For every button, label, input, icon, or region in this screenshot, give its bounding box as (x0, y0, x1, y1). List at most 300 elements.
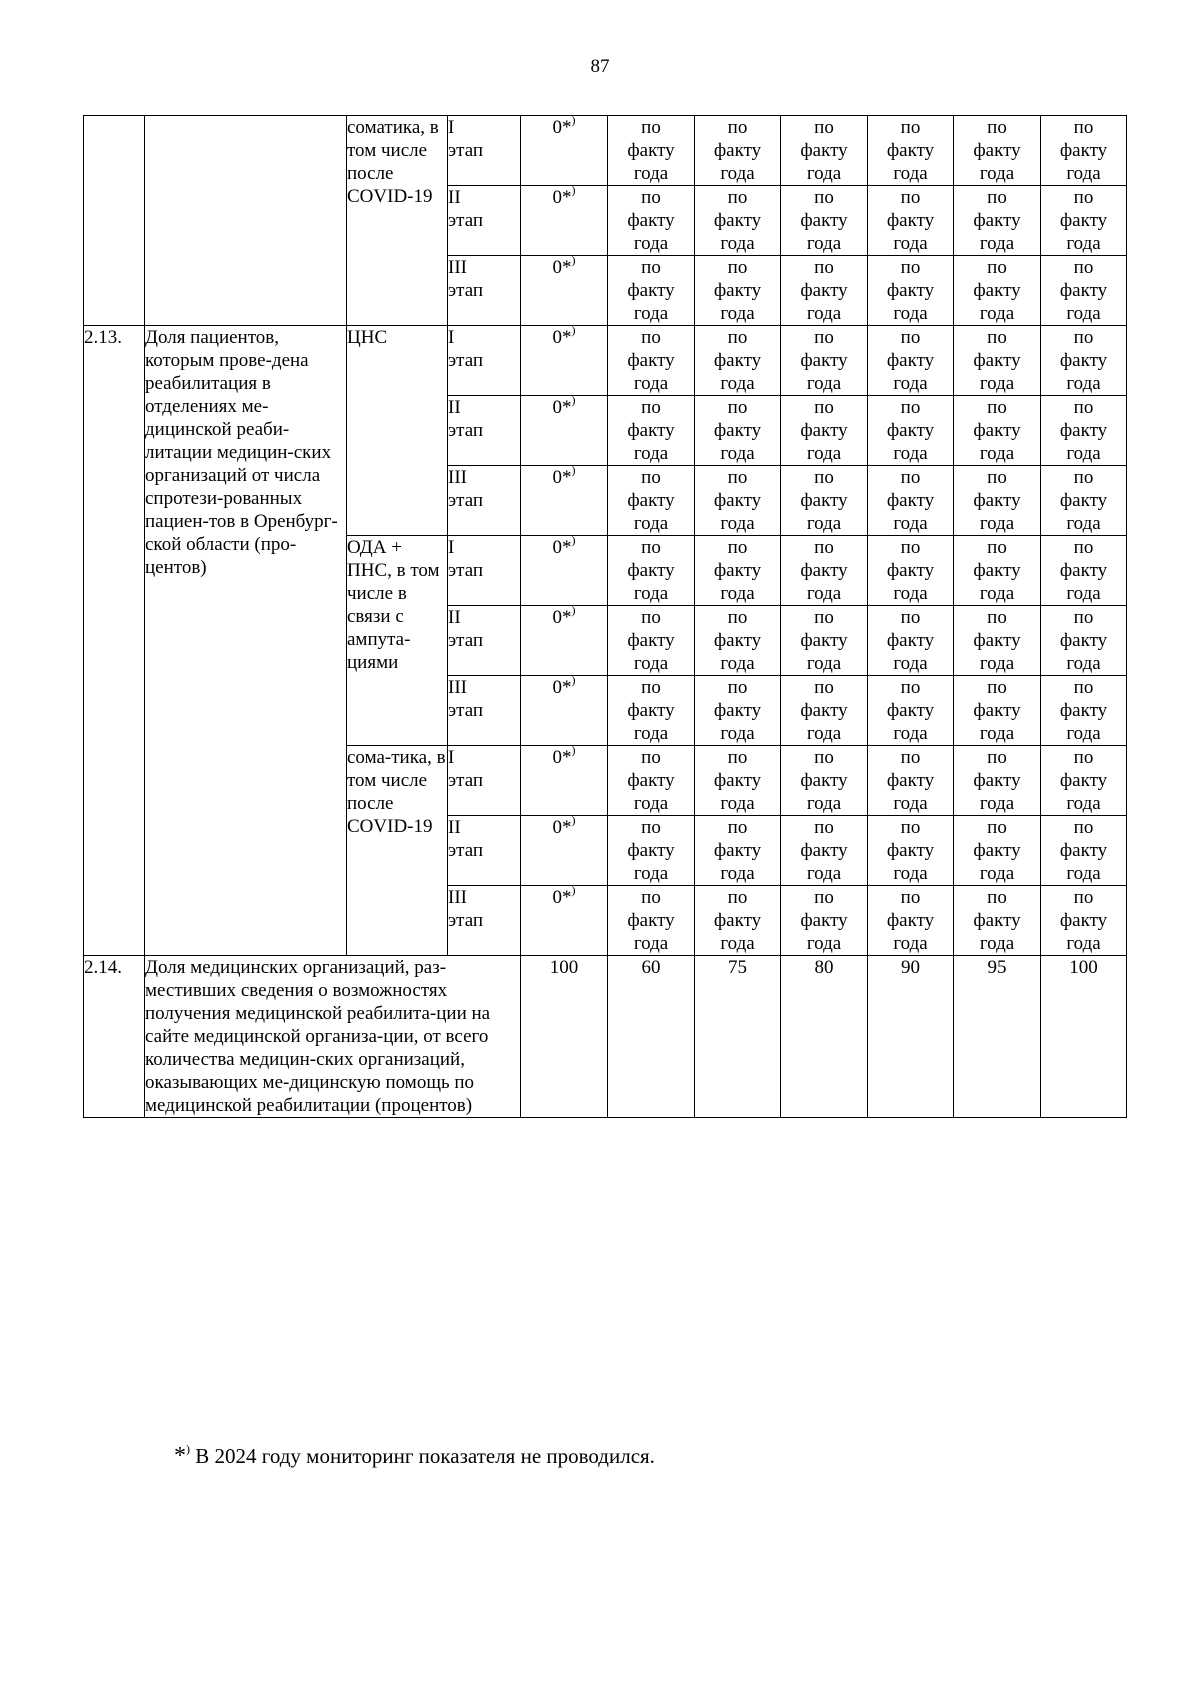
target-value-word: по (641, 817, 661, 838)
target-value-cell (608, 536, 695, 606)
stage-cell (448, 326, 521, 396)
target-value-word: факту (800, 840, 848, 861)
target-value: 75 (695, 956, 781, 1118)
target-value-word: факту (973, 420, 1021, 441)
target-value: 95 (954, 956, 1041, 1118)
target-value-word: года (633, 723, 669, 744)
stage-cell (448, 536, 521, 606)
target-value-word: года (893, 863, 928, 884)
target-value-cell (1041, 466, 1127, 536)
target-value-word: года (1066, 163, 1101, 184)
target-value-word: факту (627, 700, 675, 721)
target-value-cell (1041, 256, 1127, 326)
target-value-word: года (893, 793, 928, 814)
target-value-cell (781, 396, 868, 466)
target-value-word: по (987, 607, 1007, 628)
stage-cell (448, 816, 521, 886)
target-value-word: по (641, 187, 661, 208)
target-value-word: факту (886, 840, 935, 861)
stage-cell (448, 676, 521, 746)
target-value-word: года (720, 933, 755, 954)
target-value-word: по (641, 467, 661, 488)
base-value: 0* (552, 607, 572, 628)
target-value-word: факту (973, 280, 1021, 301)
target-value-word: факту (627, 770, 675, 791)
stage-word: этап (448, 630, 484, 651)
target-value-word: по (1073, 257, 1094, 278)
target-value-word: по (641, 887, 661, 908)
target-value-word: по (1073, 397, 1094, 418)
target-value-cell (781, 746, 868, 816)
target-value-word: по (641, 677, 661, 698)
indicator-number-cell (84, 116, 145, 326)
target-value-word: факту (713, 420, 762, 441)
base-value: 0* (552, 327, 572, 348)
target-value-word: по (1073, 817, 1094, 838)
target-value-word: факту (627, 910, 675, 931)
footnote-mark: * (174, 1443, 186, 1469)
target-value-word: года (1066, 443, 1101, 464)
target-value-word: по (814, 467, 834, 488)
target-value-word: по (727, 677, 748, 698)
target-value-word: по (727, 187, 748, 208)
base-value-sup: ) (571, 182, 576, 197)
base-value: 100 (521, 956, 608, 1118)
target-value-word: факту (1059, 420, 1108, 441)
target-value-word: года (720, 373, 755, 394)
target-value-cell (608, 816, 695, 886)
indicator-name: Доля пациентов, которым прове-дена реабилитация в отделениях ме-дицинской реаби-литации медицин-ских организаций от числа спротези-рованных пациен-тов в Оренбург-ской области (про-центов) (145, 326, 347, 956)
target-value-word: по (641, 327, 661, 348)
target-value-word: года (1066, 233, 1101, 254)
target-value-cell (954, 606, 1041, 676)
target-value-word: по (987, 677, 1007, 698)
target-value-word: по (900, 117, 921, 138)
target-value-word: факту (973, 630, 1021, 651)
target-value-word: по (641, 607, 661, 628)
target-value-word: по (814, 537, 834, 558)
target-value-word: года (979, 933, 1015, 954)
stage-cell (448, 746, 521, 816)
target-value-cell (608, 326, 695, 396)
stage-word: этап (448, 420, 484, 441)
base-value-sup: ) (571, 602, 576, 617)
target-value-cell (608, 396, 695, 466)
target-value-word: по (987, 467, 1007, 488)
target-value-word: факту (1059, 700, 1108, 721)
target-value-word: по (1073, 187, 1094, 208)
target-value-word: года (1066, 723, 1101, 744)
target-value-word: факту (627, 560, 675, 581)
target-value-word: года (893, 723, 928, 744)
target-value-cell (695, 396, 781, 466)
target-value-word: по (1073, 467, 1094, 488)
target-value-word: года (806, 863, 842, 884)
target-value-word: по (814, 257, 834, 278)
target-value-cell (608, 746, 695, 816)
target-value-cell (1041, 606, 1127, 676)
target-value-word: факту (1059, 840, 1108, 861)
target-value-word: факту (886, 280, 935, 301)
target-value-cell (954, 396, 1041, 466)
target-value-word: года (633, 303, 669, 324)
target-value-word: по (900, 327, 921, 348)
target-value-cell (868, 326, 954, 396)
target-value-cell (954, 886, 1041, 956)
target-value-word: факту (800, 700, 848, 721)
target-value-word: по (900, 467, 921, 488)
target-value-word: по (1073, 677, 1094, 698)
target-value-word: года (979, 373, 1015, 394)
target-value-word: по (987, 327, 1007, 348)
stage-cell (448, 116, 521, 186)
target-value-cell (781, 186, 868, 256)
target-value-cell (954, 116, 1041, 186)
target-value-word: по (641, 257, 661, 278)
base-value: 0* (552, 887, 572, 908)
target-value-cell (1041, 116, 1127, 186)
base-value-sup: ) (571, 882, 576, 897)
stage-cell (448, 886, 521, 956)
target-value-word: по (727, 887, 748, 908)
target-value-word: по (987, 817, 1007, 838)
target-value-word: по (814, 747, 834, 768)
indicator-table (83, 112, 1127, 1118)
base-value: 0* (552, 467, 572, 488)
stage-cell (448, 466, 521, 536)
footnote-sup: ) (186, 1442, 190, 1456)
target-value-word: года (979, 793, 1015, 814)
target-value-word: факту (627, 420, 675, 441)
target-value-cell (695, 256, 781, 326)
stage-roman: II (448, 187, 461, 208)
target-value-word: факту (886, 140, 935, 161)
table-row (84, 956, 1127, 1118)
target-value-word: года (633, 933, 669, 954)
target-value-cell (954, 676, 1041, 746)
base-value: 0* (552, 817, 572, 838)
target-value-word: факту (713, 560, 762, 581)
target-value-cell (695, 116, 781, 186)
target-value-word: факту (713, 770, 762, 791)
target-value-word: года (1066, 863, 1101, 884)
target-value-word: факту (973, 350, 1021, 371)
target-value-word: по (641, 537, 661, 558)
target-value-word: факту (886, 770, 935, 791)
table-row (84, 116, 1127, 186)
target-value-word: факту (973, 770, 1021, 791)
target-value-word: года (720, 723, 755, 744)
target-value-word: года (720, 863, 755, 884)
target-value-word: года (979, 443, 1015, 464)
stage-word: этап (448, 700, 484, 721)
target-value-cell (695, 466, 781, 536)
target-value-word: факту (627, 210, 675, 231)
target-value-word: факту (973, 210, 1021, 231)
stage-roman: III (448, 677, 467, 698)
target-value-word: факту (800, 490, 848, 511)
target-value-cell (695, 186, 781, 256)
target-value-word: года (806, 513, 842, 534)
target-value-word: года (806, 723, 842, 744)
target-value-word: факту (886, 560, 935, 581)
target-value-word: года (893, 583, 928, 604)
base-value: 0* (552, 677, 572, 698)
target-value-word: факту (713, 630, 762, 651)
target-value-word: по (900, 747, 921, 768)
target-value-cell (868, 536, 954, 606)
target-value-word: по (900, 397, 921, 418)
stage-roman: I (448, 537, 455, 558)
target-value-word: факту (713, 490, 762, 511)
base-value-cell (521, 742, 608, 816)
target-value-word: по (727, 257, 748, 278)
target-value-word: факту (800, 910, 848, 931)
base-value-cell (521, 532, 608, 606)
target-value-word: по (727, 817, 748, 838)
target-value-cell (608, 256, 695, 326)
stage-roman: II (448, 817, 461, 838)
target-value-word: факту (627, 630, 675, 651)
target-value: 60 (608, 956, 695, 1118)
indicator-number: 2.14. (84, 956, 145, 1118)
base-value: 0* (552, 257, 572, 278)
target-value: 80 (781, 956, 868, 1118)
target-value-word: года (633, 653, 669, 674)
stage-cell (448, 186, 521, 256)
target-value-word: года (893, 233, 928, 254)
target-value-word: года (979, 163, 1015, 184)
target-value-word: по (814, 397, 834, 418)
stage-roman: I (448, 747, 455, 768)
subgroup-label: ЦНС (347, 326, 448, 536)
base-value: 0* (552, 537, 572, 558)
target-value-cell (695, 606, 781, 676)
target-value-word: года (979, 863, 1015, 884)
target-value-word: года (893, 443, 928, 464)
target-value-word: факту (886, 420, 935, 441)
target-value-word: года (806, 583, 842, 604)
target-value-word: по (1073, 117, 1094, 138)
target-value-cell (1041, 326, 1127, 396)
target-value-word: по (727, 607, 748, 628)
target-value-word: года (720, 163, 755, 184)
target-value-word: факту (713, 350, 762, 371)
target-value-word: года (720, 303, 755, 324)
target-value-word: года (806, 443, 842, 464)
target-value-word: по (641, 117, 661, 138)
target-value-word: года (979, 583, 1015, 604)
target-value-word: года (979, 723, 1015, 744)
target-value-word: по (900, 817, 921, 838)
target-value-cell (781, 536, 868, 606)
base-value-sup: ) (571, 812, 576, 827)
target-value-word: по (727, 747, 748, 768)
target-value-cell (954, 816, 1041, 886)
stage-word: этап (448, 770, 484, 791)
target-value-word: факту (800, 770, 848, 791)
subgroup-label: сома-тика, в том числе после COVID-19 (347, 746, 448, 956)
target-value-cell (954, 466, 1041, 536)
target-value-word: факту (627, 840, 675, 861)
target-value-cell (868, 746, 954, 816)
target-value-word: года (806, 233, 842, 254)
target-value-word: по (641, 747, 661, 768)
target-value-word: факту (627, 490, 675, 511)
base-value-cell (521, 182, 608, 256)
target-value-word: по (900, 887, 921, 908)
target-value-word: года (893, 653, 928, 674)
target-value-cell (781, 606, 868, 676)
target-value-word: факту (973, 840, 1021, 861)
target-value-word: года (893, 163, 928, 184)
target-value-word: факту (800, 140, 848, 161)
target-value-cell (695, 746, 781, 816)
target-value-cell (1041, 816, 1127, 886)
target-value-word: года (1066, 303, 1101, 324)
target-value-word: факту (1059, 770, 1108, 791)
target-value-cell (1041, 186, 1127, 256)
target-value-cell (954, 536, 1041, 606)
target-value-cell (1041, 746, 1127, 816)
target-value-word: по (1073, 537, 1094, 558)
target-value-word: года (893, 373, 928, 394)
stage-word: этап (448, 560, 484, 581)
target-value-cell (868, 466, 954, 536)
target-value-word: года (806, 163, 842, 184)
target-value-word: факту (886, 210, 935, 231)
base-value-sup: ) (571, 322, 576, 337)
base-value-sup: ) (571, 532, 576, 547)
stage-cell (448, 606, 521, 676)
target-value-word: факту (1059, 210, 1108, 231)
target-value-cell (781, 326, 868, 396)
target-value-word: факту (627, 280, 675, 301)
target-value-cell (781, 116, 868, 186)
page-number: 87 (590, 56, 610, 77)
stage-word: этап (448, 350, 484, 371)
target-value-cell (695, 886, 781, 956)
base-value-cell (521, 322, 608, 396)
target-value-cell (695, 536, 781, 606)
target-value-word: по (814, 817, 834, 838)
target-value-word: года (806, 303, 842, 324)
target-value-cell (954, 186, 1041, 256)
base-value-cell (521, 462, 608, 536)
base-value-sup: ) (571, 392, 576, 407)
target-value-word: факту (1059, 140, 1108, 161)
target-value-word: факту (1059, 910, 1108, 931)
target-value-cell (954, 326, 1041, 396)
target-value-cell (954, 746, 1041, 816)
footnote-text: В 2024 году мониторинг показателя не проводился. (190, 1444, 655, 1468)
target-value-word: факту (800, 630, 848, 651)
indicator-name: Доля медицинских организаций, раз-местивших сведения о возможностях получения медицинской реабилита-ции на сайте медицинской организа-ции, от всего количества медицин-ских организаций, оказывающих ме-дицинскую помощь по медицинской реабилитации (процентов) (145, 956, 521, 1118)
target-value-word: по (900, 537, 921, 558)
stage-roman: I (448, 117, 455, 138)
target-value: 100 (1041, 956, 1127, 1118)
target-value-word: года (893, 303, 928, 324)
target-value-word: по (987, 117, 1007, 138)
target-value-cell (868, 606, 954, 676)
target-value: 90 (868, 956, 954, 1118)
base-value-sup: ) (571, 742, 576, 757)
target-value-word: года (633, 793, 669, 814)
stage-word: этап (448, 210, 484, 231)
target-value-word: года (806, 653, 842, 674)
target-value-cell (868, 886, 954, 956)
base-value-sup: ) (571, 112, 576, 127)
target-value-word: по (900, 607, 921, 628)
target-value-word: по (900, 257, 921, 278)
target-value-word: факту (886, 490, 935, 511)
target-value-cell (608, 186, 695, 256)
target-value-cell (608, 886, 695, 956)
target-value-word: факту (1059, 560, 1108, 581)
stage-word: этап (448, 490, 484, 511)
target-value-word: года (633, 443, 669, 464)
table-row (84, 326, 1127, 396)
target-value-cell (695, 326, 781, 396)
stage-cell (448, 256, 521, 326)
target-value-word: факту (713, 280, 762, 301)
target-value-cell (868, 816, 954, 886)
target-value-word: года (720, 653, 755, 674)
target-value-word: факту (713, 700, 762, 721)
target-value-word: факту (627, 350, 675, 371)
stage-cell (448, 396, 521, 466)
target-value-word: факту (800, 350, 848, 371)
target-value-word: по (987, 397, 1007, 418)
target-value-cell (608, 466, 695, 536)
target-value-word: факту (886, 350, 935, 371)
target-value-cell (781, 256, 868, 326)
stage-roman: III (448, 257, 467, 278)
base-value-sup: ) (571, 252, 576, 267)
stage-word: этап (448, 140, 484, 161)
base-value-sup: ) (571, 672, 576, 687)
target-value-word: года (1066, 513, 1101, 534)
target-value-cell (1041, 676, 1127, 746)
subgroup-label: соматика, в том числе после COVID-19 (347, 116, 448, 326)
target-value-word: по (900, 187, 921, 208)
target-value-word: факту (1059, 350, 1108, 371)
target-value-word: по (1073, 747, 1094, 768)
target-value-word: года (720, 793, 755, 814)
target-value-word: факту (1059, 280, 1108, 301)
target-value-cell (695, 816, 781, 886)
base-value-sup: ) (571, 462, 576, 477)
target-value-cell (608, 676, 695, 746)
subgroup-label: ОДА + ПНС, в том числе в связи с ампута-циями (347, 536, 448, 746)
target-value-word: года (893, 513, 928, 534)
target-value-cell (781, 466, 868, 536)
target-value-word: по (727, 397, 748, 418)
target-value-word: года (633, 513, 669, 534)
target-value-word: по (641, 397, 661, 418)
stage-word: этап (448, 910, 484, 931)
target-value-word: года (979, 653, 1015, 674)
stage-roman: II (448, 397, 461, 418)
target-value-word: по (814, 117, 834, 138)
target-value-word: года (806, 933, 842, 954)
target-value-word: года (633, 163, 669, 184)
target-value-word: года (979, 303, 1015, 324)
target-value-cell (608, 116, 695, 186)
target-value-word: факту (1059, 630, 1108, 651)
target-value-word: по (727, 537, 748, 558)
indicator-name-cell (145, 116, 347, 326)
